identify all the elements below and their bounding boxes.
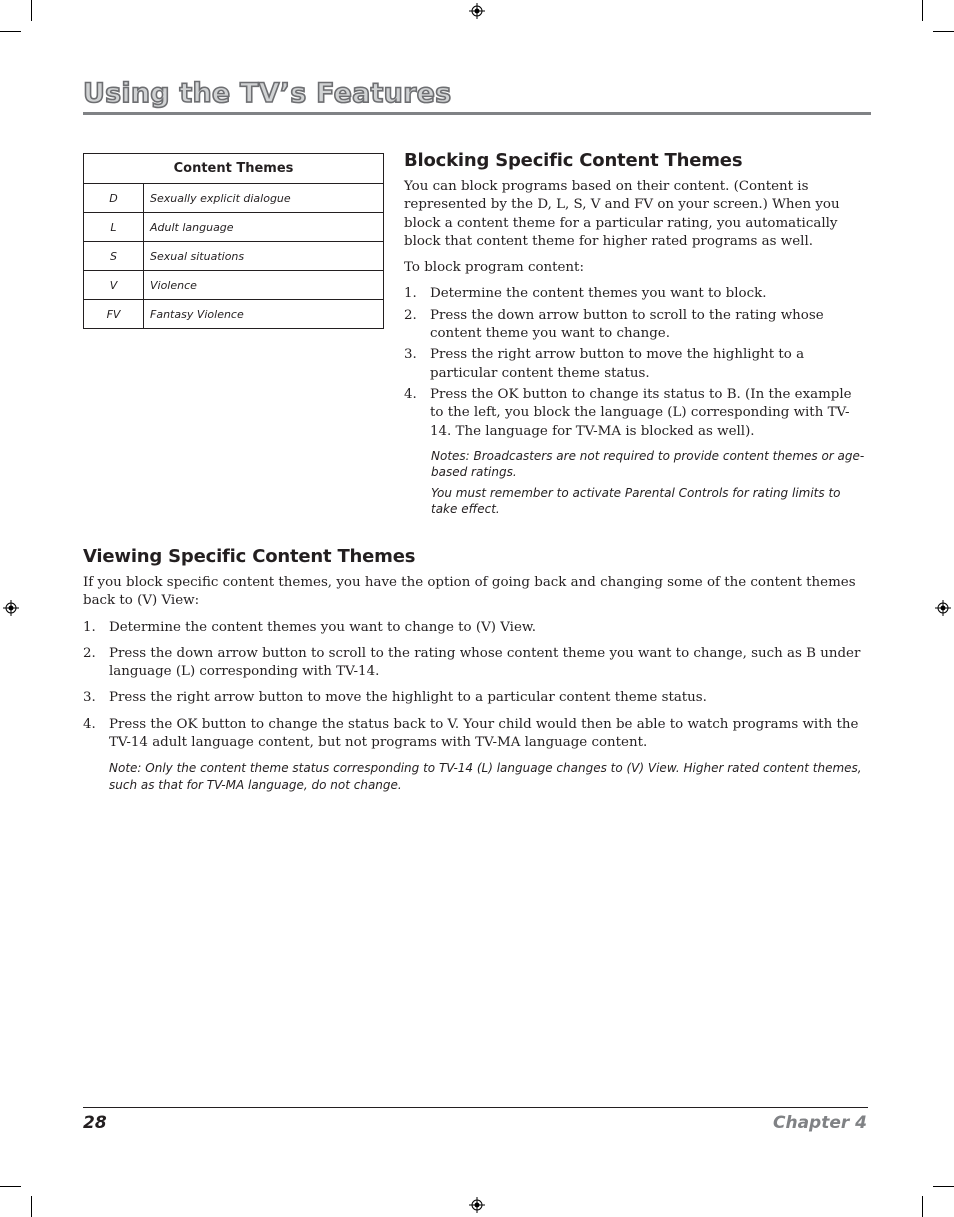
table-row bbox=[84, 184, 384, 213]
content-themes-table bbox=[83, 153, 384, 329]
crop-mark-bottom-left-v bbox=[31, 1196, 32, 1217]
blocking-note: Notes: Broadcasters are not required to provide content themes or age-based ratings. bbox=[431, 448, 865, 480]
crop-mark-top-right-h bbox=[933, 31, 954, 32]
table-row bbox=[84, 300, 384, 329]
crop-mark-bottom-left-h bbox=[0, 1186, 21, 1187]
list-item: 4. Press the OK button to change the status back to V. Your child would then be able to watch programs with the TV-14 adult language content, but not programs with TV-MA language content. bbox=[83, 716, 859, 751]
theme-description: Fantasy Violence bbox=[144, 300, 384, 329]
list-item: 2. Press the down arrow button to scroll to the rating whose content theme you want to change, such as B under language (L) corresponding with TV-14. bbox=[83, 645, 861, 680]
crop-mark-top-left-h bbox=[0, 31, 21, 32]
chapter-label: Chapter 4 bbox=[772, 1113, 867, 1133]
theme-code: S bbox=[84, 242, 144, 271]
list-item: 1. Determine the content themes you want to block. bbox=[404, 286, 767, 302]
blocking-intro: You can block programs based on their content. (Content is represented by the D, L, S, V and FV on your screen.) When you block a content theme for a particular rating, you automatically block that content theme for higher rated programs as well. bbox=[404, 179, 840, 249]
theme-description: Adult language bbox=[144, 213, 384, 242]
title-rule bbox=[83, 112, 871, 115]
viewing-intro: If you block specific content themes, you have the option of going back and changing some of the content themes back to (V) View: bbox=[83, 575, 856, 609]
blocking-section bbox=[404, 178, 866, 518]
blocking-note: You must remember to activate Parental Controls for rating limits to take effect. bbox=[431, 485, 841, 517]
theme-description: Sexually explicit dialogue bbox=[144, 184, 384, 213]
crop-mark-top-left-v bbox=[31, 0, 32, 21]
theme-code: D bbox=[84, 184, 144, 213]
theme-code: L bbox=[84, 213, 144, 242]
blocking-steps bbox=[404, 285, 866, 440]
theme-code: FV bbox=[84, 300, 144, 329]
viewing-heading: Viewing Specific Content Themes bbox=[83, 546, 416, 567]
viewing-steps bbox=[83, 619, 873, 753]
blocking-lead: To block program content: bbox=[404, 260, 584, 276]
registration-mark-icon bbox=[469, 3, 485, 19]
registration-mark-icon bbox=[469, 1197, 485, 1213]
viewing-note: Note: Only the content theme status corresponding to TV-14 (L) language changes to (V) View. Higher rated content themes, such as that for TV-MA language, do not change. bbox=[109, 761, 862, 792]
list-item: 3. Press the right arrow button to move the highlight to a particular content theme status. bbox=[83, 690, 707, 706]
footer-rule bbox=[83, 1107, 868, 1108]
page-title: Using the TV’s Features bbox=[83, 78, 452, 109]
crop-mark-bottom-right-v bbox=[922, 1196, 923, 1217]
crop-mark-top-right-v bbox=[922, 0, 923, 21]
theme-description: Sexual situations bbox=[144, 242, 384, 271]
theme-description: Violence bbox=[144, 271, 384, 300]
registration-mark-icon bbox=[3, 600, 19, 616]
blocking-heading: Blocking Specific Content Themes bbox=[404, 150, 743, 171]
table-row bbox=[84, 242, 384, 271]
registration-mark-icon bbox=[935, 600, 951, 616]
crop-mark-bottom-right-h bbox=[933, 1186, 954, 1187]
table-row bbox=[84, 271, 384, 300]
table-heading: Content Themes bbox=[84, 154, 384, 184]
viewing-section bbox=[83, 574, 873, 793]
page-number: 28 bbox=[83, 1113, 107, 1133]
list-item: 4. Press the OK button to change its status to B. (In the example to the left, you block the language (L) corresponding with TV-14. The language for TV-MA is blocked as well). bbox=[404, 386, 852, 439]
list-item: 2. Press the down arrow button to scroll to the rating whose content theme you want to change. bbox=[404, 307, 824, 342]
theme-code: V bbox=[84, 271, 144, 300]
list-item: 3. Press the right arrow button to move the highlight to a particular content theme status. bbox=[404, 347, 805, 381]
list-item: 1. Determine the content themes you want to change to (V) View. bbox=[83, 619, 537, 635]
table-row bbox=[84, 213, 384, 242]
